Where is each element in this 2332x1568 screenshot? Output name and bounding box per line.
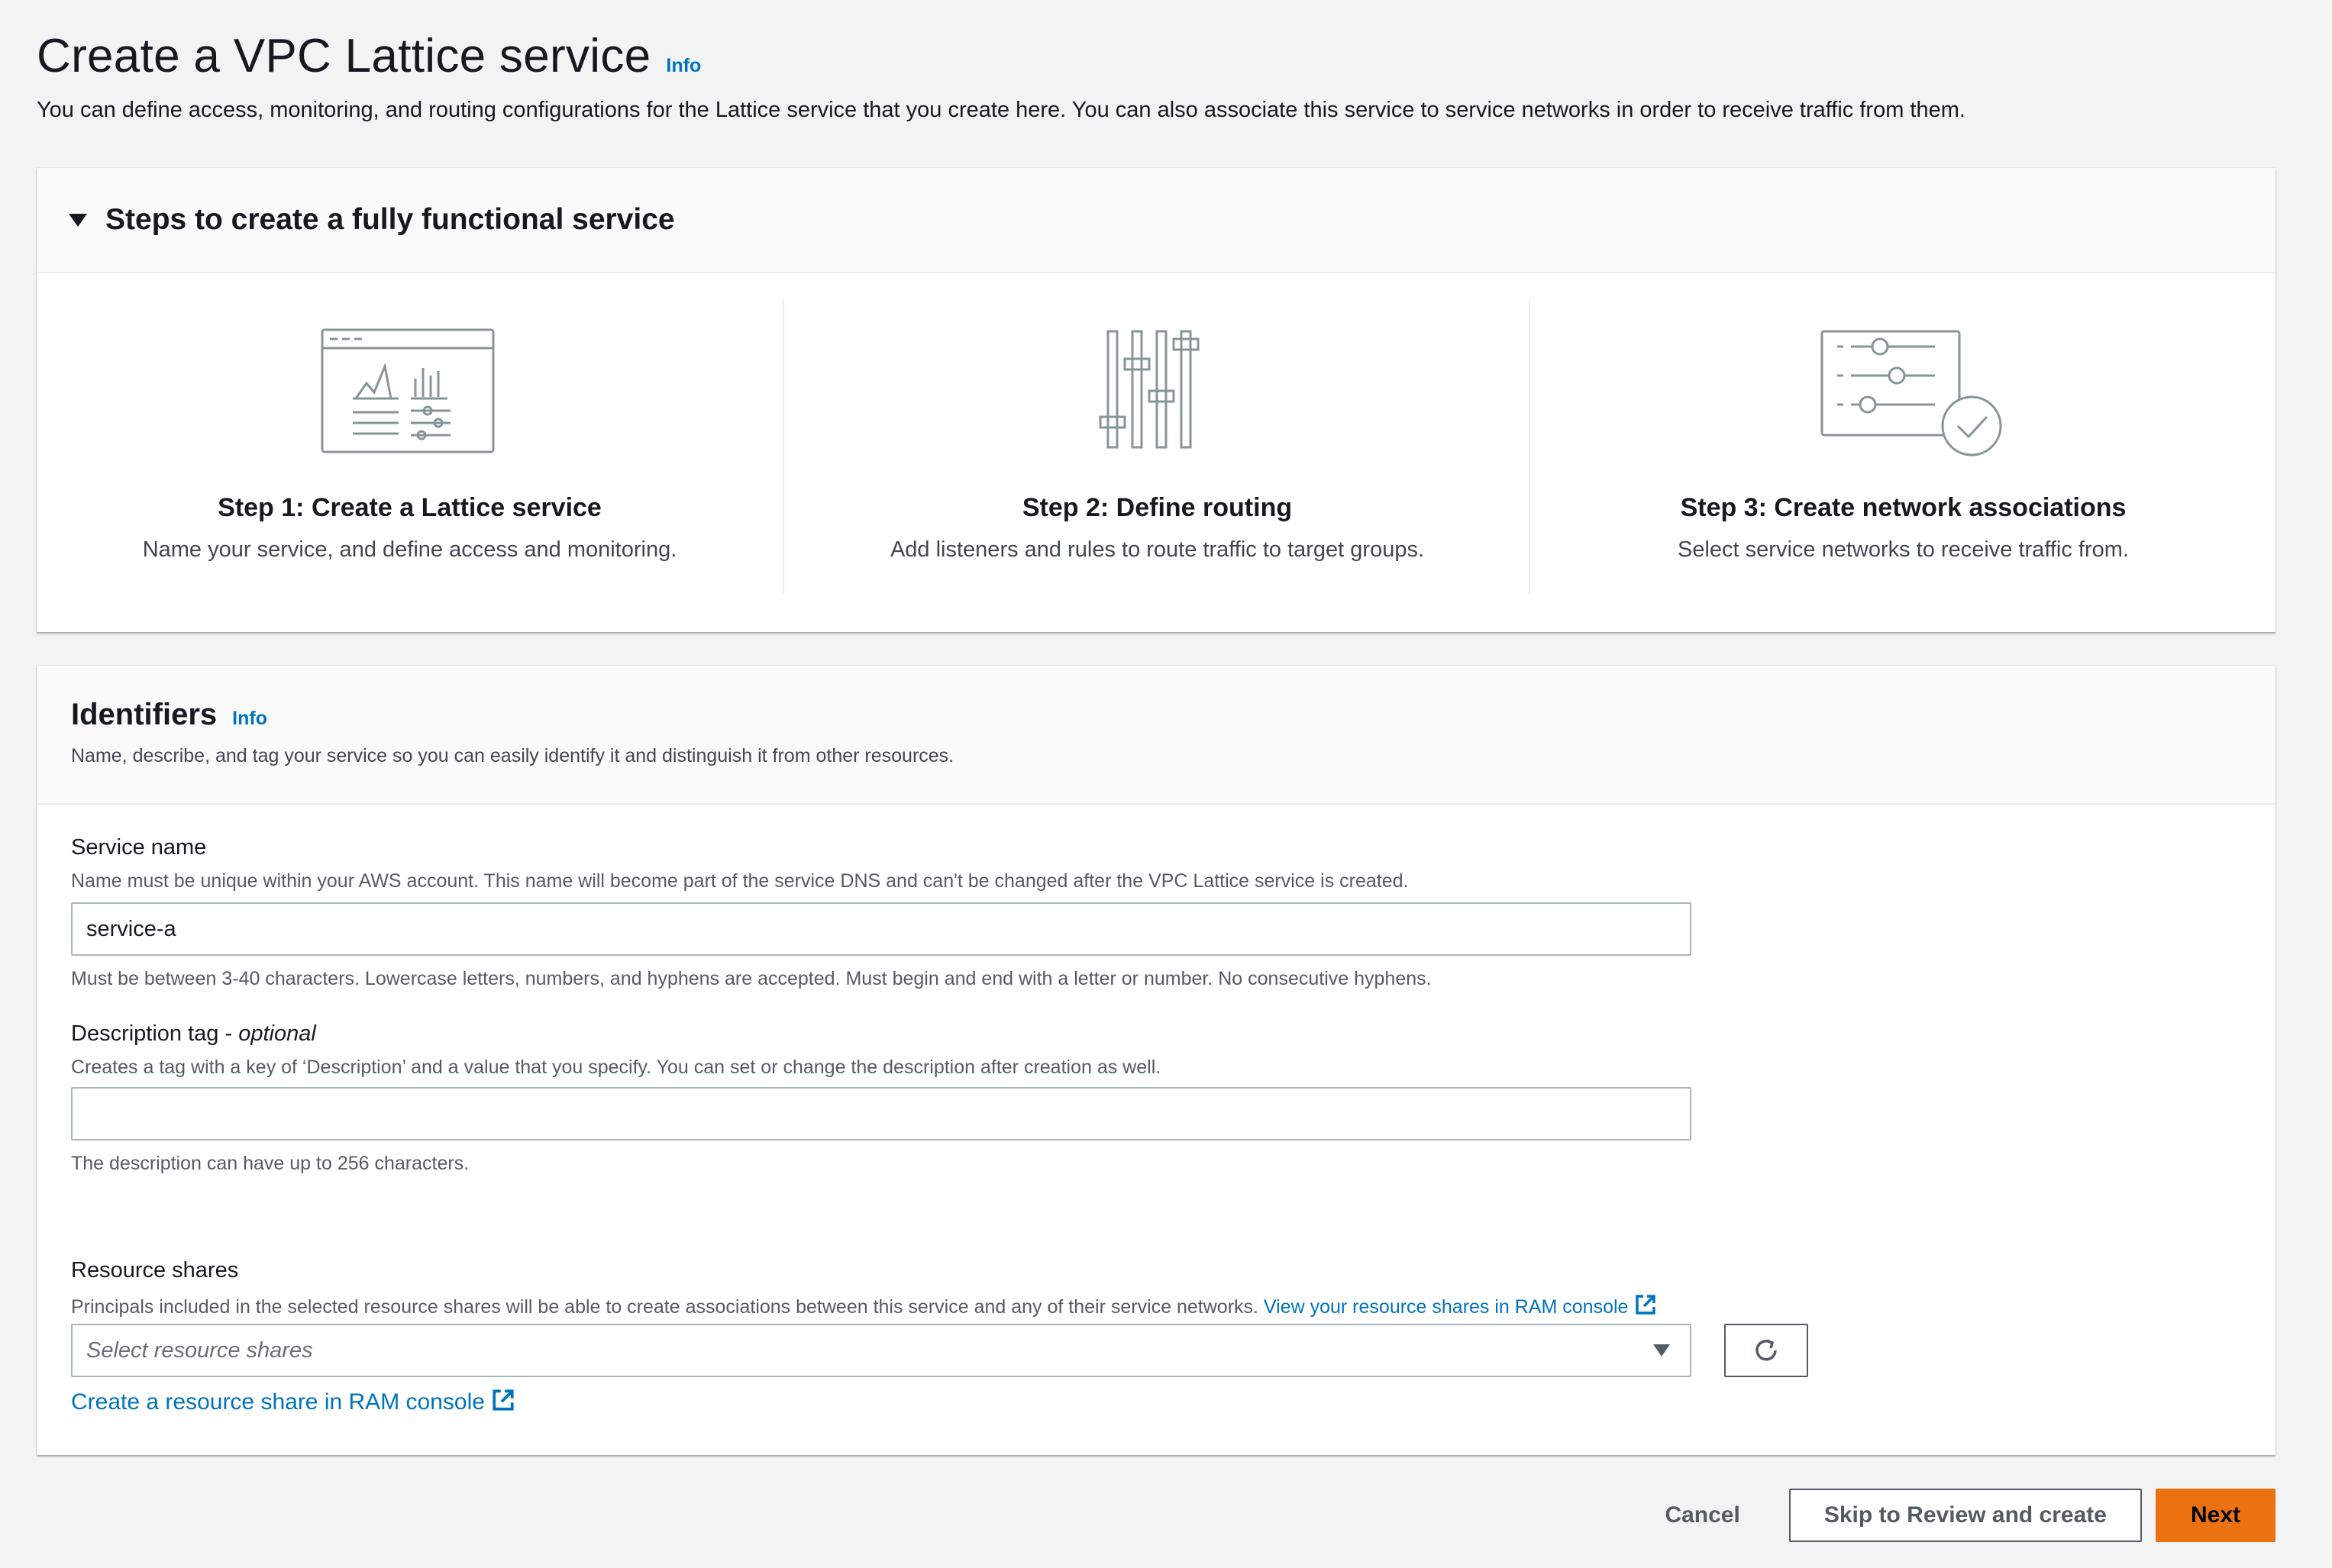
steps-panel: [37, 168, 2275, 632]
identifiers-description: Name, describe, and tag your service so you can easily identify it and distinguish it from other resources.: [71, 745, 954, 766]
service-name-value: service-a: [86, 916, 176, 941]
resource-shares-placeholder: Select resource shares: [86, 1337, 313, 1363]
description-tag-constraint: The description can have up to 256 characters.: [71, 1153, 470, 1174]
sliders-icon: [784, 328, 1530, 466]
description-tag-optional: optional: [238, 1021, 316, 1046]
step-3-title: Step 3: Create network associations: [1680, 493, 2127, 522]
identifiers-panel: [37, 666, 2275, 1455]
step-3: [1529, 299, 2276, 594]
identifiers-title-row: [71, 698, 267, 732]
refresh-icon: [1752, 1336, 1781, 1365]
step-2-title: Step 2: Define routing: [1022, 493, 1293, 522]
description-tag-description: Creates a tag with a key of ‘Description’ and a value that you specify. You can set or change the description after creation as well.: [71, 1057, 1161, 1078]
resource-shares-description: [71, 1293, 1657, 1318]
view-resource-shares-link[interactable]: [1264, 1296, 1658, 1318]
step-3-description: Select service networks to receive traffic from.: [1678, 537, 2129, 562]
identifiers-info-link[interactable]: Info: [232, 708, 267, 729]
dashboard-icon: [37, 328, 783, 466]
refresh-button[interactable]: [1724, 1324, 1808, 1377]
service-name-description: Name must be unique within your AWS account. This name will become part of the service DNS and can't be changed after the VPC Lattice service is created.: [71, 870, 1409, 892]
cancel-button[interactable]: Cancel: [1665, 1502, 1740, 1528]
next-button[interactable]: Next: [2156, 1489, 2275, 1542]
page-description: You can define access, monitoring, and routing configurations for the Lattice service that you create here. You can also associate this service to service networks in order to receive traffic from them.: [37, 98, 1965, 122]
description-tag-input[interactable]: [71, 1087, 1691, 1141]
create-resource-share-link[interactable]: [71, 1388, 515, 1415]
service-name-label: Service name: [71, 835, 207, 860]
steps-body: [37, 273, 2275, 632]
identifiers-header: [37, 666, 2275, 805]
description-tag-label: [71, 1021, 316, 1047]
description-tag-label-text: Description tag -: [71, 1021, 239, 1046]
external-link-icon: [491, 1388, 515, 1412]
page-title: Create a VPC Lattice service: [37, 30, 651, 82]
footer-actions: [1639, 1489, 2275, 1542]
step-2-description: Add listeners and rules to route traffic to target groups.: [890, 537, 1425, 562]
caret-down-icon: [1653, 1344, 1670, 1357]
steps-panel-toggle[interactable]: [37, 168, 2275, 273]
header-info-link[interactable]: Info: [666, 55, 702, 76]
step-1-description: Name your service, and define access and monitoring.: [142, 537, 677, 562]
resource-shares-select[interactable]: [71, 1324, 1691, 1377]
steps-panel-title: Steps to create a fully functional service: [105, 203, 675, 236]
step-2: [783, 299, 1530, 594]
settings-check-icon: [1530, 328, 2276, 466]
step-1-title: Step 1: Create a Lattice service: [218, 493, 602, 522]
step-1: [37, 299, 783, 594]
caret-down-icon: [69, 214, 87, 227]
skip-to-review-button[interactable]: Skip to Review and create: [1789, 1489, 2142, 1542]
view-resource-shares-link-text: View your resource shares in RAM console: [1263, 1296, 1629, 1318]
title-row: [37, 29, 701, 83]
identifiers-title: Identifiers: [71, 698, 218, 731]
service-name-input[interactable]: [71, 902, 1691, 956]
resource-shares-label: Resource shares: [71, 1258, 239, 1282]
create-resource-share-link-text: Create a resource share in RAM console: [71, 1389, 485, 1415]
service-name-constraint: Must be between 3-40 characters. Lowercase letters, numbers, and hyphens are accepted. Must begin and end with a letter or number. No consecutive hyphens.: [71, 968, 1432, 989]
external-link-icon: [1634, 1293, 1657, 1316]
resource-shares-description-text: Principals included in the selected resource shares will be able to create associations between this service and any of their service networks.: [71, 1296, 1264, 1318]
